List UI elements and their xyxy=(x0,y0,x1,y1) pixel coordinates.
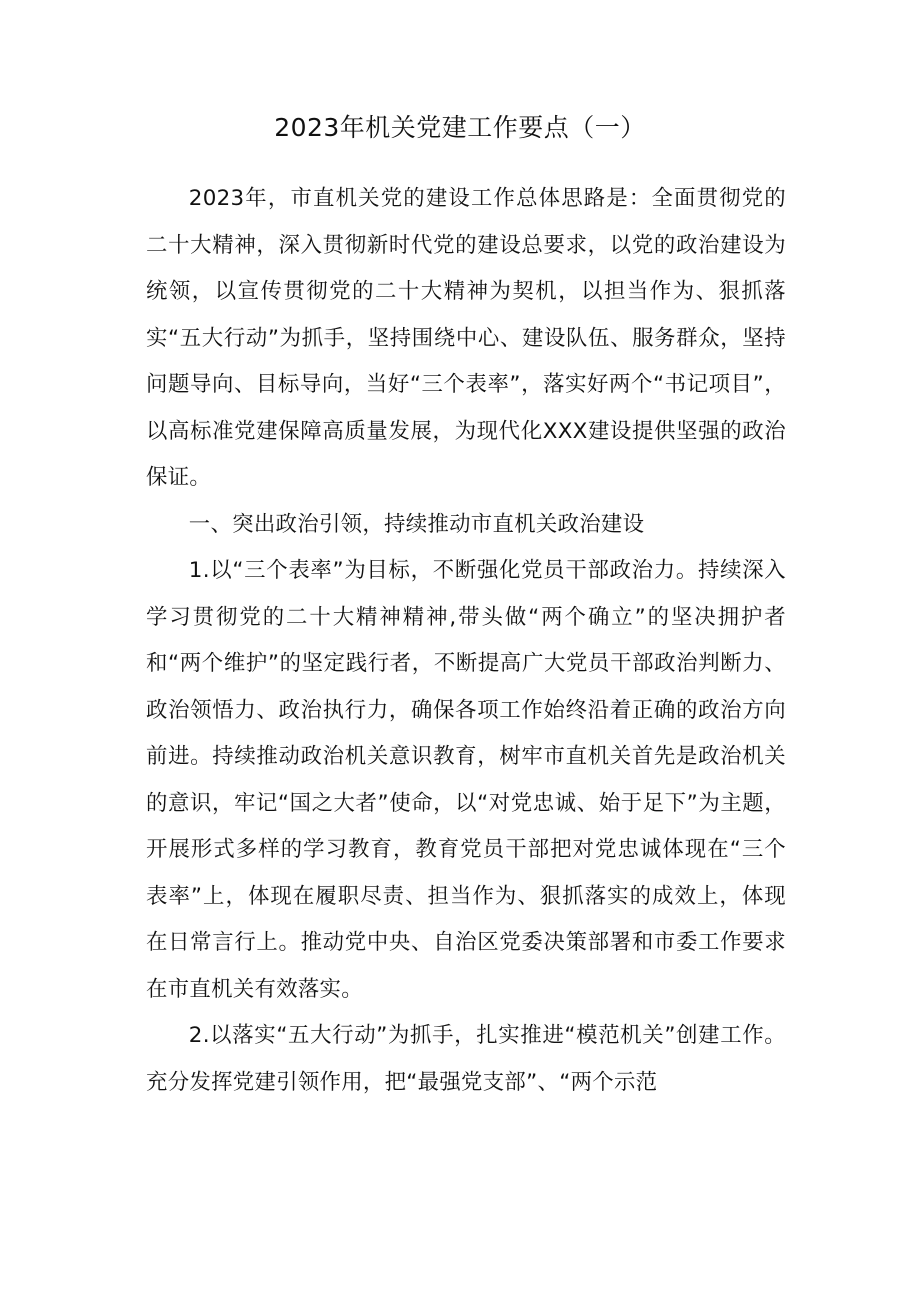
section-heading-1: 一、突出政治引领，持续推动市直机关政治建设 xyxy=(188,511,645,537)
document-title: 2023年机关党建工作要点（一） xyxy=(274,113,646,142)
document-body xyxy=(146,176,786,1106)
paragraph-overview: 2023年，市直机关党的建设工作总体思路是：全面贯彻党的二十大精神，深入贯彻新时代党的建设总要求，以党的政治建设为统领，以宣传贯彻党的二十大精神为契机，以担当作为、狠抓落实“五大行动”为抓手，坚持围绕中心、建设队伍、服务群众，坚持问题导向、目标导向，当好“三个表率”，落实好两个“书记项目”，以高标准党建保障高质量发展，为现代化XXX建设提供坚强的政治保证。 xyxy=(146,186,786,490)
paragraph-item-1: 1.以“三个表率”为目标，不断强化党员干部政治力。持续深入学习贯彻党的二十大精神精神,带头做“两个确立”的坚决拥护者和“两个维护”的坚定践行者，不断提高广大党员干部政治判断力、政治领悟力、政治执行力，确保各项工作始终沿着正确的政治方向前进。持续推动政治机关意识教育，树牢市直机关首先是政治机关的意识，牢记“国之大者”使命，以“对党忠诚、始于足下”为主题，开展形式多样的学习教育，教育党员干部把对党忠诚体现在“三个表率”上，体现在履职尽责、担当作为、狠抓落实的成效上，体现在日常言行上。推动党中央、自治区党委决策部署和市委工作要求在市直机关有效落实。 xyxy=(146,558,786,1002)
paragraph-item-2: 2.以落实“五大行动”为抓手，扎实推进“模范机关”创建工作。充分发挥党建引领作用，把“最强党支部”、“两个示范 xyxy=(146,1023,786,1095)
